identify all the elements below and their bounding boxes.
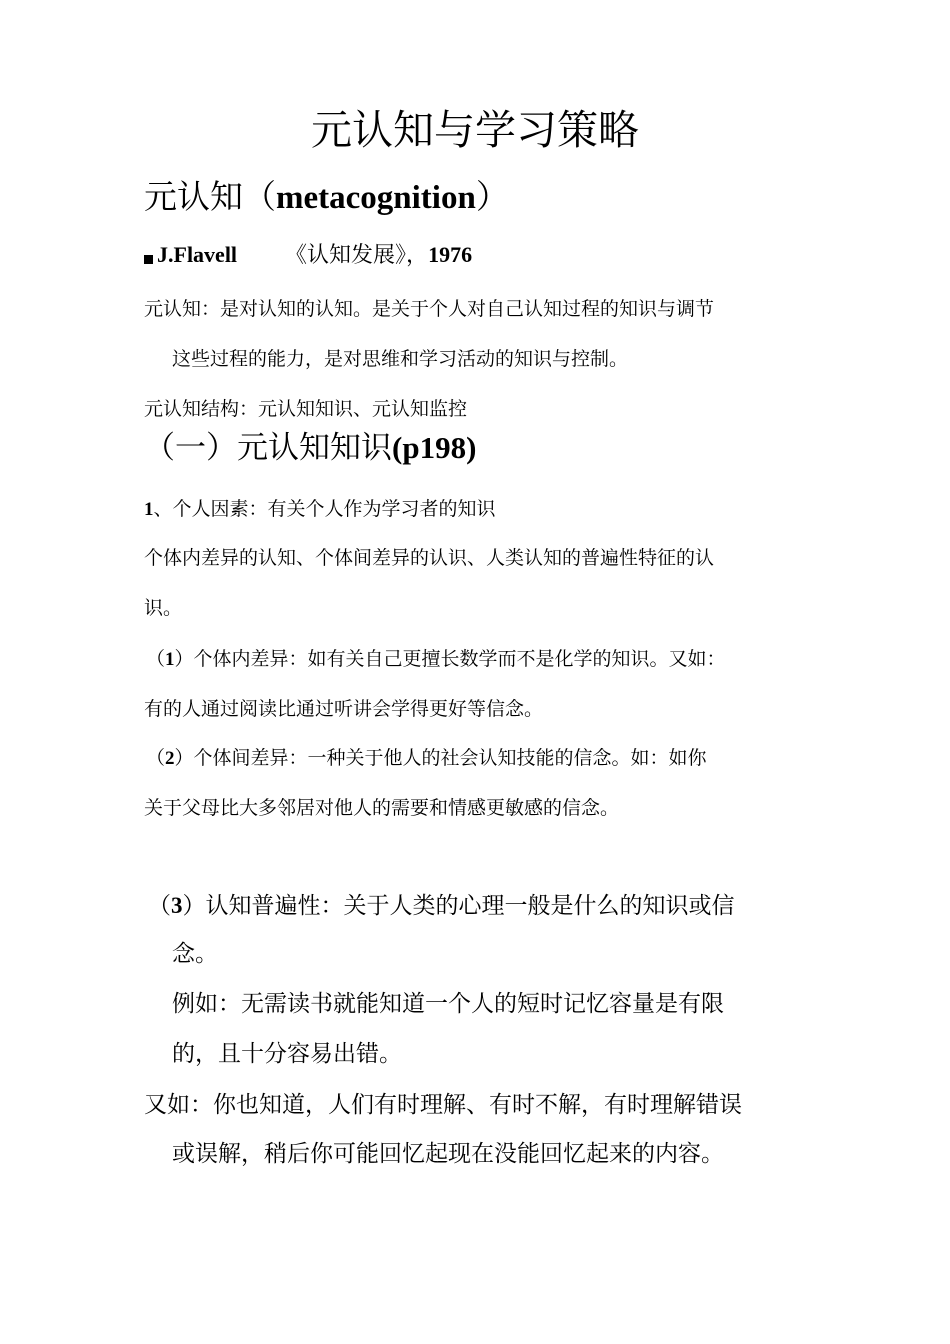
factor-1-heading <box>144 500 496 519</box>
heading-suffix: ） <box>475 177 509 216</box>
item-2-line-1: （2）个体间差异：一种关于他人的社会认知技能的信念。如：如你 <box>146 747 707 769</box>
subsection-heading <box>144 432 476 464</box>
heading-term: metacognition <box>276 180 476 216</box>
item-3-number: 3 <box>171 893 183 918</box>
factor-1-desc-line-1: 个体内差异的认知、个体间差异的认识、人类认知的普遍性特征的认 <box>144 547 715 569</box>
example-2-line-2: 或误解，稍后你可能回忆起现在没能回忆起来的内容。 <box>172 1141 724 1167</box>
subsection-page-ref: (p198) <box>392 430 477 465</box>
document-title: 元认知与学习策略 <box>311 106 639 154</box>
factor-1-number: 1 <box>144 499 154 520</box>
book-title: 《认知发展》， <box>285 243 429 268</box>
item-1-number: 1 <box>165 649 175 670</box>
factor-1-desc-line-2: 识。 <box>144 597 183 619</box>
example-1-line-1: 例如：无需读书就能知道一个人的短时记忆容量是有限 <box>172 991 724 1017</box>
author-name: J.Flavell <box>157 242 238 267</box>
subsection-prefix: （一）元认知知识 <box>144 430 392 466</box>
item-1-line-2: 有的人通过阅读比通过听讲会学得更好等信念。 <box>144 698 544 720</box>
section-heading-metacognition <box>144 177 509 216</box>
example-2-line-1: 又如：你也知道，人们有时理解、有时不解，有时理解错误 <box>144 1092 742 1118</box>
example-1-line-2: 的，且十分容易出错。 <box>172 1041 402 1067</box>
item-2-number: 2 <box>165 748 175 769</box>
definition-line-1: 元认知：是对认知的认知。是关于个人对自己认知过程的知识与调节 <box>144 298 715 320</box>
bullet-square-icon <box>144 255 153 264</box>
item-3-line-1: （3）认知普遍性：关于人类的心理一般是什么的知识或信 <box>148 893 735 919</box>
heading-prefix: 元认知（ <box>144 177 276 216</box>
item-2-line-2: 关于父母比大多邻居对他人的需要和情感更敏感的信念。 <box>144 797 620 819</box>
author-reference <box>144 244 472 267</box>
factor-1-text: 、个人因素：有关个人作为学习者的知识 <box>153 498 496 520</box>
structure-line: 元认知结构：元认知知识、元认知监控 <box>144 398 468 420</box>
item-1-line-1: （1）个体内差异：如有关自己更擅长数学而不是化学的知识。又如： <box>146 648 726 670</box>
publication-year: 1976 <box>428 242 473 267</box>
definition-line-2: 这些过程的能力，是对思维和学习活动的知识与控制。 <box>172 348 629 370</box>
item-3-line-2: 念。 <box>172 941 218 967</box>
